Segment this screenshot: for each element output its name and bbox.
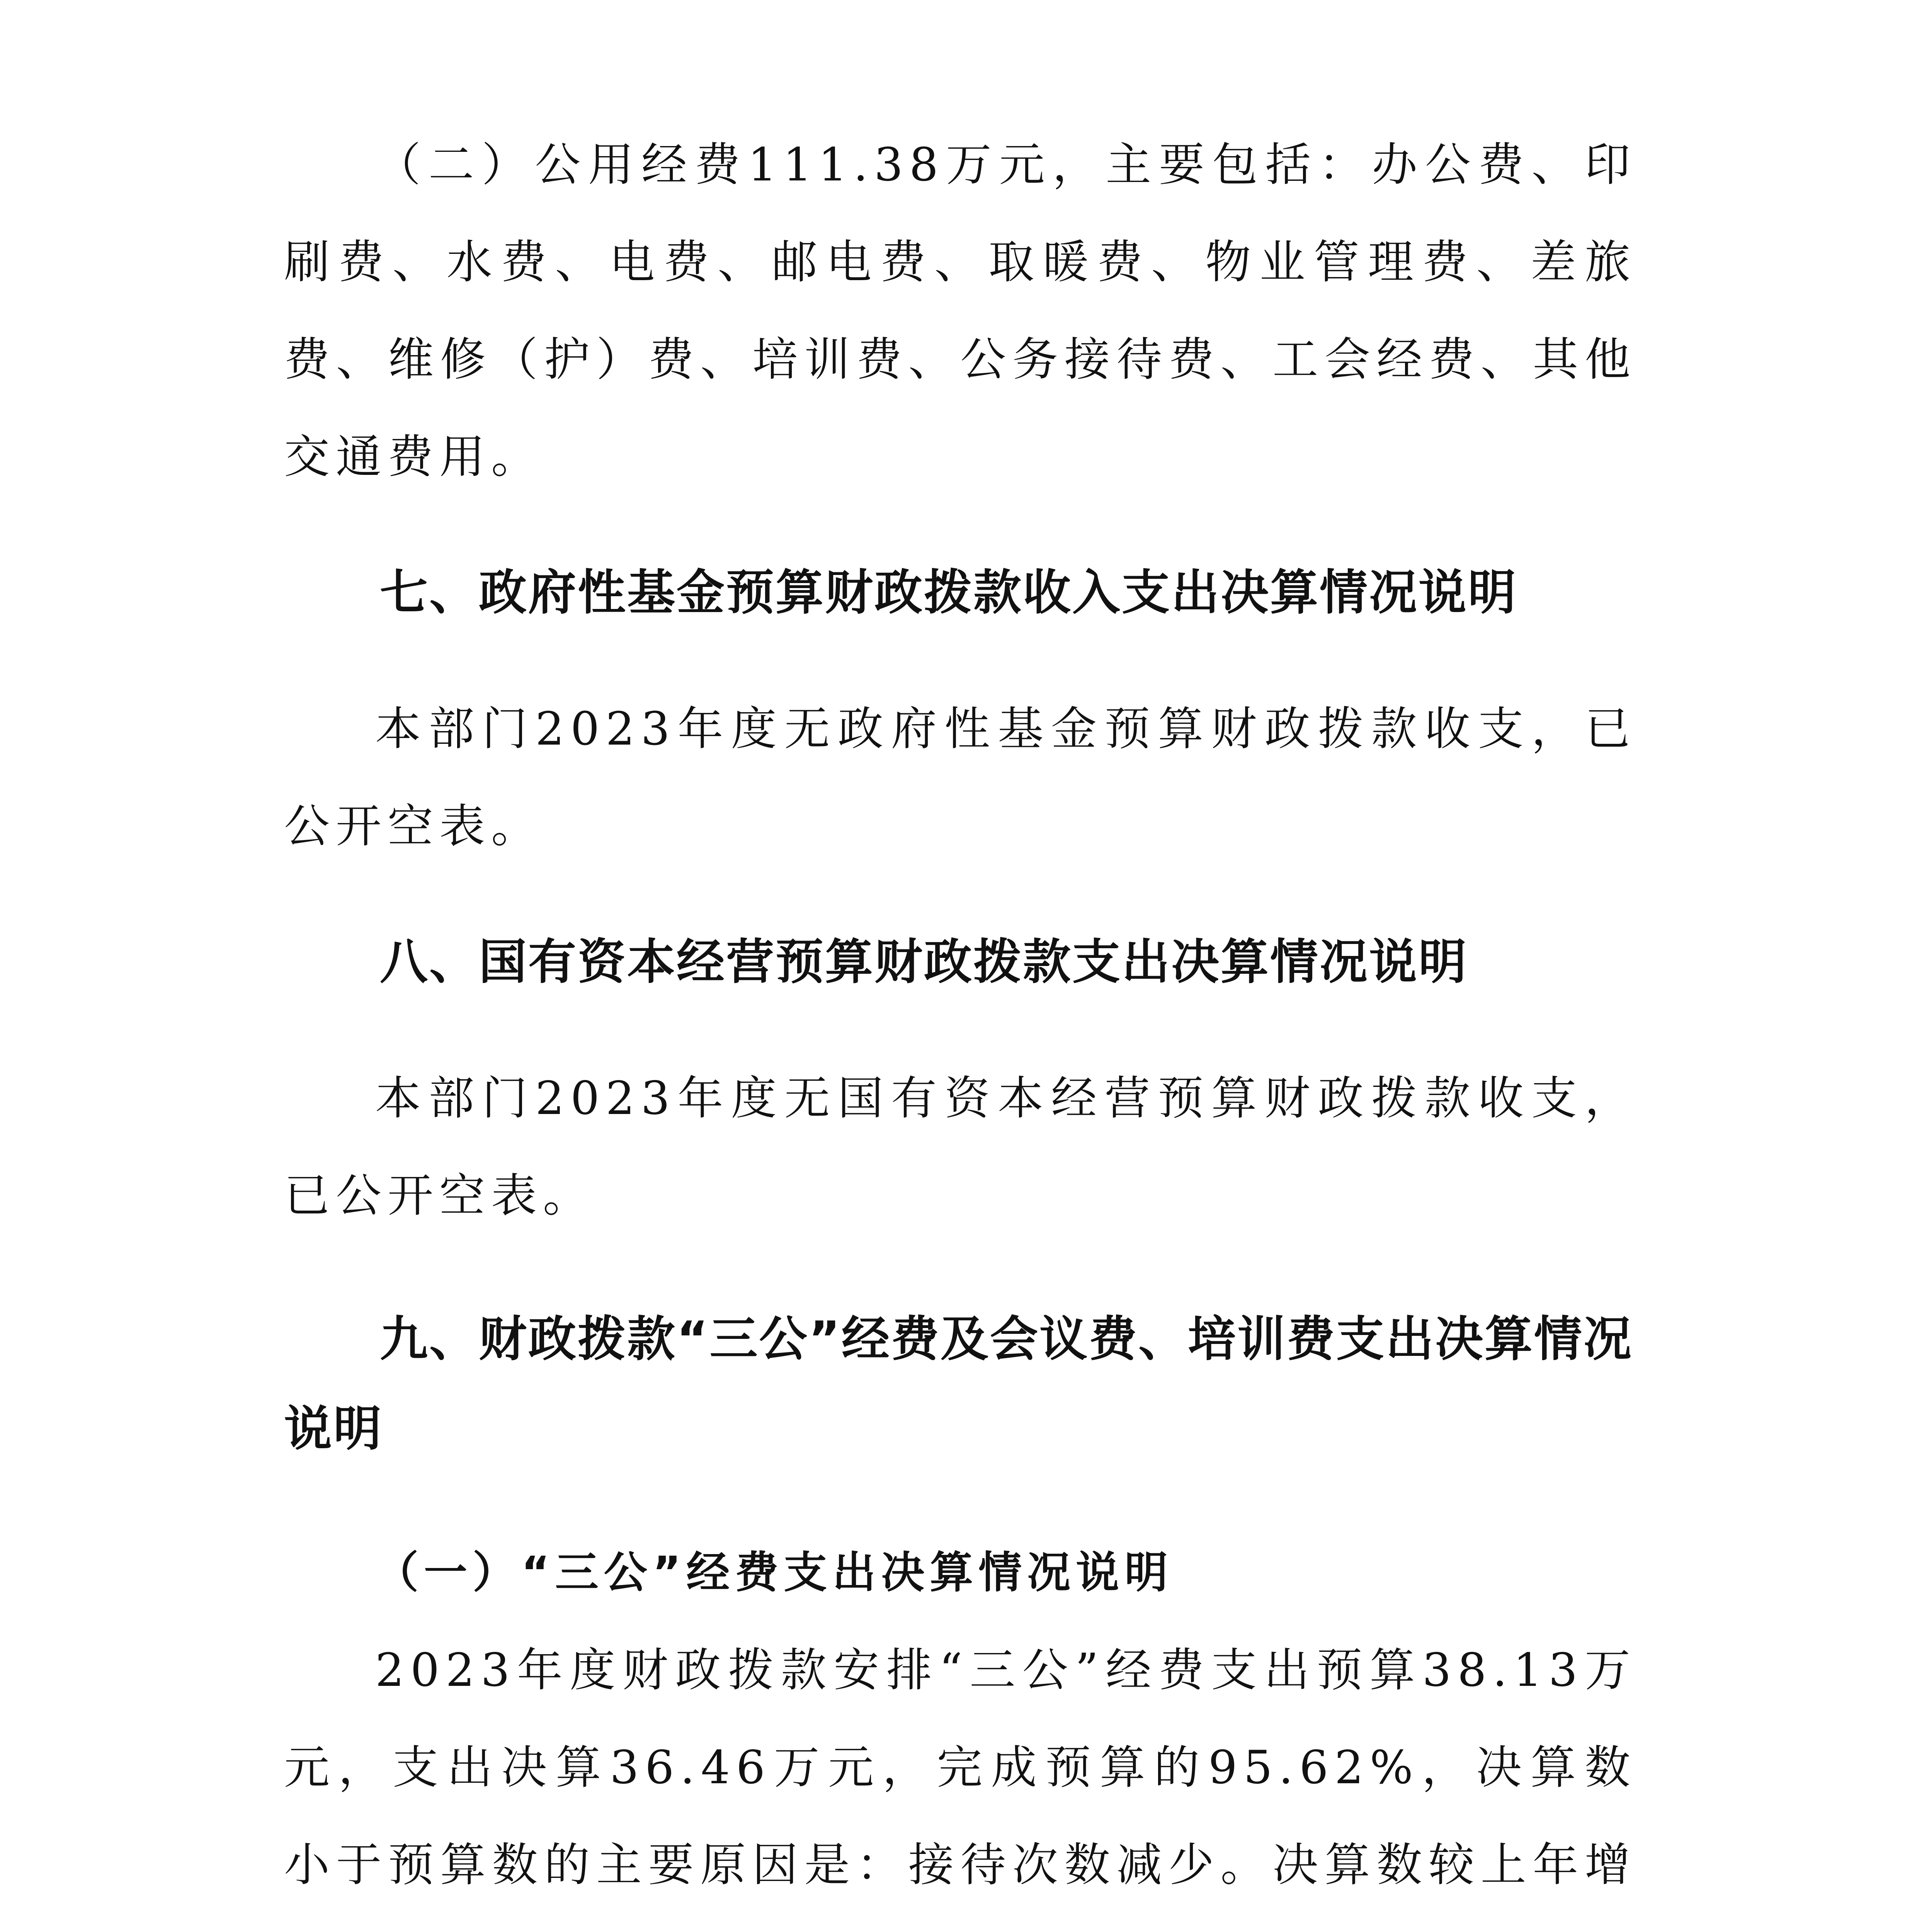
heading-section-8: 八、国有资本经营预算财政拨款支出决算情况说明 (380, 934, 1468, 990)
spacer (284, 1244, 1636, 1294)
paragraph-section-8: 本部门2023年度无国有资本经营预算财政拨款收支，已公开空表。 (284, 1071, 1636, 1222)
spacer (284, 638, 1636, 680)
spacer (284, 505, 1636, 548)
paragraph-three-public-expenses: 2023年度财政拨款安排“三公”经费支出预算38.13万元，支出决算36.46万元，完成预算的95.62%，决算数小于预算数的主要原因是：接待次数减少。决算数较上年增 (284, 1643, 1636, 1891)
paragraph-public-expenses: （二）公用经费111.38万元，主要包括：办公费、印刷费、水费、电费、邮电费、取暖费、物业管理费、差旅费、维修（护）费、培训费、公务接待费、工会经费、其他交通费用。 (284, 138, 1636, 483)
subheading-three-public-expenses: （一）“三公”经费支出决算情况说明 (375, 1548, 1174, 1598)
document-body (284, 116, 1636, 1932)
paragraph-section-7: 本部门2023年度无政府性基金预算财政拨款收支，已公开空表。 (284, 702, 1636, 853)
heading-section-7: 七、政府性基金预算财政拨款收入支出决算情况说明 (380, 565, 1518, 621)
spacer (284, 875, 1636, 917)
spacer (284, 1007, 1636, 1049)
spacer (284, 1474, 1636, 1524)
heading-section-9: 九、财政拨款“三公”经费及会议费、培训费支出决算情况说明 (284, 1311, 1633, 1457)
